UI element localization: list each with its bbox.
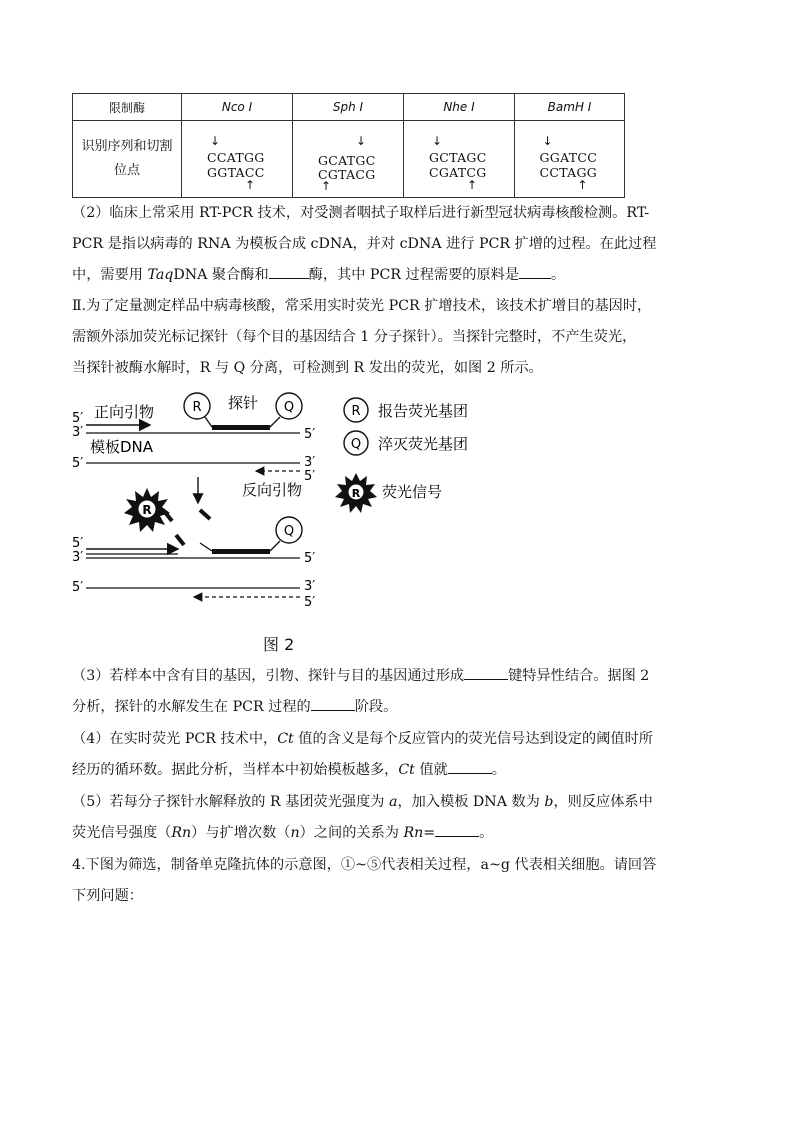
text-run: DNA 聚合酶和 [173,267,269,283]
figure-caption: 图 2 [263,635,295,654]
cut-arrow-up-icon: ↑ [467,178,478,192]
strand-end-label: 5′ [72,411,84,426]
table-header-cell: BamH Ⅰ [515,94,625,121]
cut-arrow-down-icon: ↓ [542,134,553,148]
table-header-cell: Nco Ⅰ [182,94,293,121]
question-5 [72,787,722,849]
text-line [72,692,722,723]
answer-blank[interactable] [435,822,479,837]
site-cell-sph [293,121,404,198]
question-3 [72,661,722,723]
strand-end-label: 3′ [72,425,84,440]
probe-link [270,541,280,551]
text-line: Ⅱ.为了定量测定样品中病毒核酸，常采用实时荧光 PCR 扩增技术，该技术扩增目的基因时， [72,298,652,314]
probe-label: 探针 [228,394,259,412]
text-line [72,787,722,818]
legend-quencher-label: 淬灭荧光基团 [378,435,469,453]
pcr-probe-diagram [60,385,540,625]
text-run: 荧光信号强度（ [72,825,172,841]
strand-end-label: 5′ [304,595,316,610]
probe-link [200,543,212,551]
strand-end-label: 3′ [304,579,316,594]
text-line: 下列问题： [72,888,143,904]
cut-arrow-down-icon: ↓ [356,134,367,148]
site-cell-nco [182,121,293,198]
answer-blank[interactable] [269,264,309,279]
cut-arrow-down-icon: ↓ [432,134,443,148]
text-run-italic: Rn [171,825,192,841]
cut-arrow-up-icon: ↑ [577,178,588,192]
probe-bar [212,549,270,554]
table-header-row [73,94,625,121]
forward-primer-label: 正向引物 [94,403,155,421]
quencher-letter: Q [283,400,295,415]
text-run-italic: b [544,794,554,810]
text-run: 键特异性结合。据图 2 [508,668,650,684]
text-run: ）之间的关系为 [299,825,404,841]
released-reporter-letter: R [142,503,152,517]
text-line [72,755,722,786]
site-bottom-strand: GGTACC [207,165,265,180]
table-header-cell: 限制酶 [73,94,182,121]
table-header-cell: Nhe Ⅰ [404,94,515,121]
text-run-italic: Ct [398,762,415,778]
cut-arrow-up-icon: ↑ [321,179,332,193]
text-run: 分析，探针的水解发生在 PCR 过程的 [72,699,311,715]
legend-signal-letter: R [351,487,361,500]
text-run: （5）若每分子探针水解释放的 R 基团荧光强度为 [72,794,389,810]
site-bottom-strand: CGATCG [429,165,487,180]
row-label-line: 识别序列和切割 [81,139,173,154]
template-dna-label: 模板DNA [90,438,154,456]
site-top-strand: GCATGC [318,153,376,168]
legend-reporter-label: 报告荧光基团 [378,402,469,420]
legend-reporter-letter: R [351,404,361,419]
answer-blank[interactable] [464,665,508,680]
strand-end-label: 3′ [72,550,84,565]
reporter-letter: R [192,400,202,415]
text-line [72,260,722,291]
text-run: = [423,825,436,841]
question-4 [72,724,722,786]
text-run: 经历的循环数。据此分析，当样本中初始模板越多， [72,762,399,778]
text-run: ，加入模板 DNA 数为 [397,794,545,810]
site-bottom-strand: CGTACG [318,167,376,182]
answer-blank[interactable] [448,759,492,774]
text-line: （2）临床上常采用 RT-PCR 技术，对受测者咽拭子取样后进行新型冠状病毒核酸检测。RT- [72,205,650,221]
cut-arrow-up-icon: ↑ [245,178,256,192]
text-line: 当探针被酶水解时，R 与 Q 分离，可检测到 R 发出的荧光，如图 2 所示。 [72,360,543,376]
quencher-letter: Q [283,524,295,539]
text-run-italic: Ct [277,731,294,747]
text-run: （4）在实时荧光 PCR 技术中， [72,731,278,747]
text-line [72,818,722,849]
row-label-line: 位点 [113,163,140,178]
site-cell-bamh [515,121,625,198]
question-next [72,850,722,912]
site-top-strand: CCATGG [207,150,265,165]
text-run: 。 [551,267,566,283]
text-run: 酶，其中 PCR 过程需要的原料是 [308,267,520,283]
probe-bar [212,425,270,430]
site-cell-nhe [404,121,515,198]
reverse-primer-label: 反向引物 [242,481,303,499]
text-run-italic: a [389,794,398,810]
question-2 [72,198,722,384]
legend-quencher-letter: Q [350,437,362,452]
strand-end-label: 3′ [304,455,316,470]
cut-arrow-down-icon: ↓ [210,134,221,148]
table-header-cell: Sph Ⅰ [293,94,404,121]
text-line: PCR 是指以病毒的 RNA 为模板合成 cDNA，并对 cDNA 进行 PCR 扩增的过程。在此过程 [72,236,657,252]
text-line [72,724,722,755]
answer-blank[interactable] [519,264,551,279]
text-run-italic: Rn [403,825,424,841]
text-run: 值的含义是每个反应管内的荧光信号达到设定的阈值时所 [293,731,653,747]
text-run: 值就 [414,762,448,778]
text-run-italic: Taq [147,267,174,283]
text-run: 。 [479,825,494,841]
text-run: ，则反应体系中 [553,794,653,810]
strand-end-label: 5′ [72,456,84,471]
answer-blank[interactable] [311,696,355,711]
text-line: 需额外添加荧光标记探针（每个目的基因结合 1 分子探针）。当探针完整时，不产生荧光， [72,329,637,345]
legend-signal-label: 荧光信号 [382,483,443,501]
table-row [73,121,625,198]
strand-end-label: 5′ [304,469,316,484]
strand-end-label: 5′ [72,536,84,551]
text-line: 4.下图为筛选，制备单克隆抗体的示意图，①~⑤代表相关过程，a~g 代表相关细胞。请回答 [72,857,657,873]
site-top-strand: GGATCC [539,150,598,165]
text-run: 阶段。 [354,699,398,715]
probe-fragment [200,510,210,519]
strand-end-label: 5′ [304,551,316,566]
text-run: 中，需要用 [72,267,148,283]
probe-link [205,417,212,427]
strand-end-label: 5′ [304,427,316,442]
text-line [72,661,722,692]
text-run: ）与扩增次数（ [191,825,291,841]
text-run: 。 [491,762,506,778]
site-top-strand: GCTAGC [429,150,487,165]
text-run-italic: n [290,825,300,841]
probe-fragment [176,535,184,545]
strand-end-label: 5′ [72,580,84,595]
probe-link [270,417,280,427]
site-bottom-strand: CCTAGG [539,165,598,180]
row-label-cell [73,121,182,198]
restriction-enzyme-table [72,93,625,198]
text-run: （3）若样本中含有目的基因，引物、探针与目的基因通过形成 [72,668,465,684]
